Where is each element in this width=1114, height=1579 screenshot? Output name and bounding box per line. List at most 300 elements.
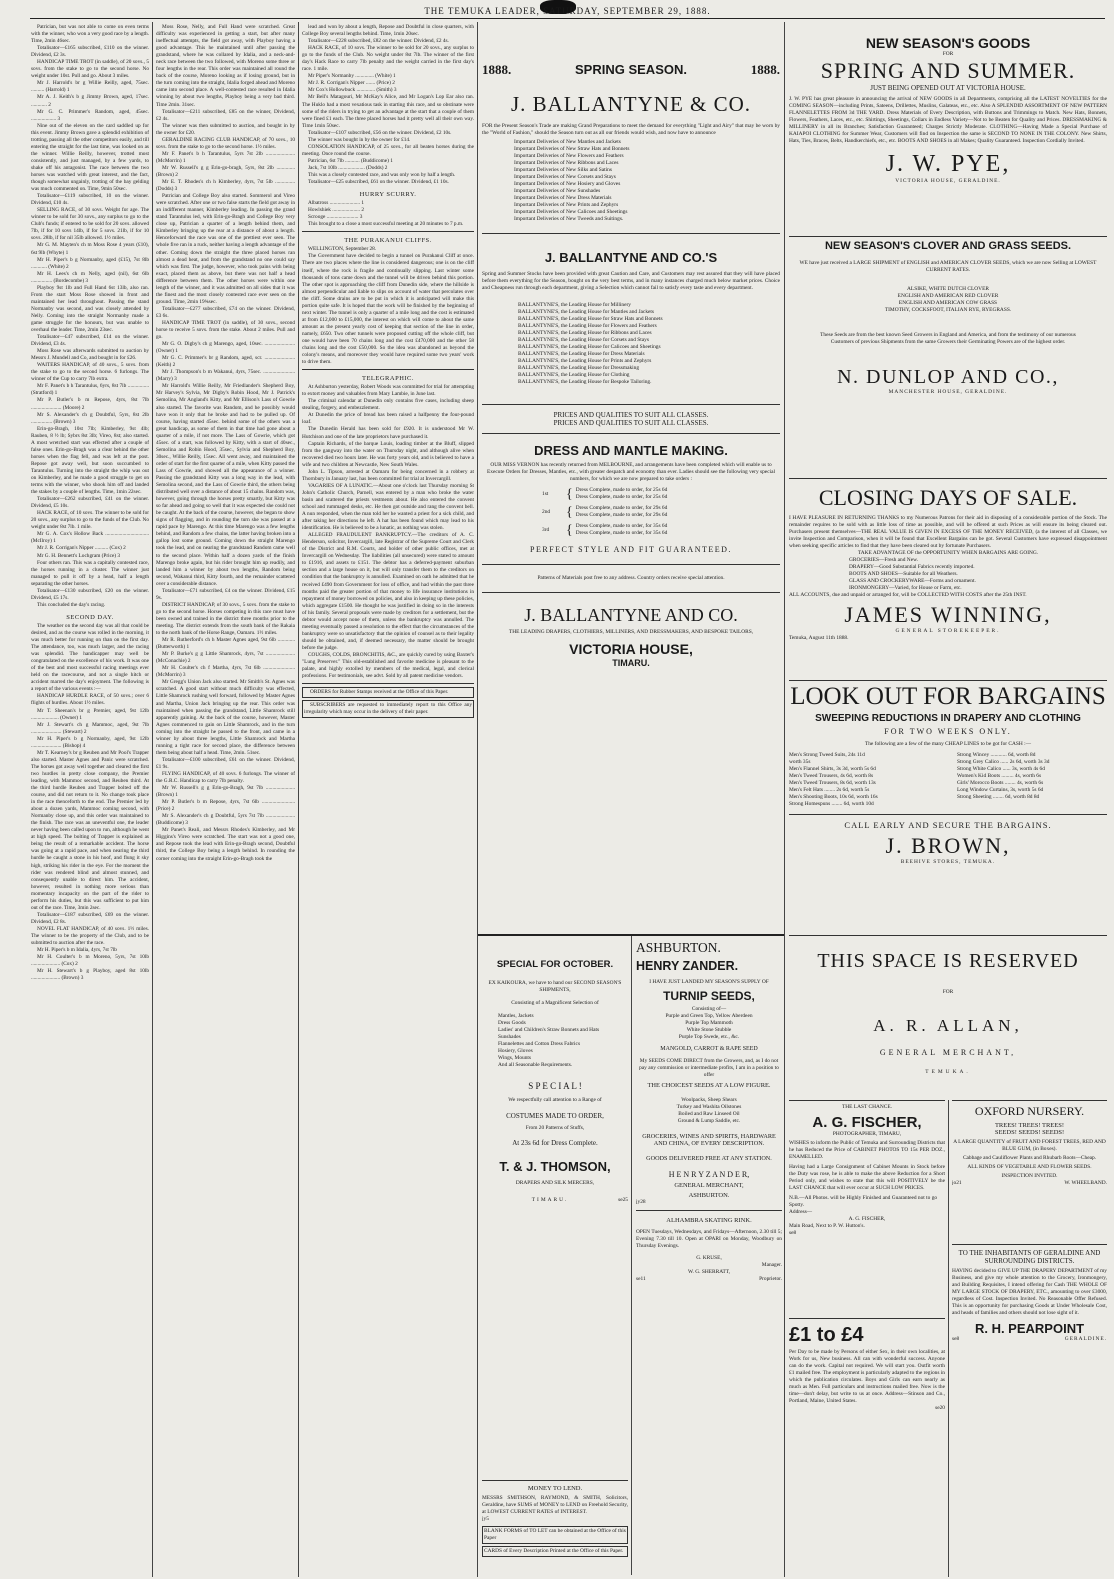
rubber-stamps-notice: ORDERS for Rubber Stamps received at the Office of this Paper. <box>302 687 474 698</box>
nursery-owner: W. WHEELBAND. <box>1064 1180 1107 1186</box>
telegraphic-paragraph: Captain Richards, of the barque Louis, loading timber at the Bluff, slipped from the gangway into the water on Thursday night, and although alive when recovered died two hours later. He was forty years old, and is believed to have a wife and two children at Newcastle, New South Wales. <box>302 440 474 468</box>
dunlop-note: These Seeds are from the best known Seed Growers in England and America, and from the testimony of our numerous Customers of previous Shipments from the same Growers their Germinating Powers are of the highest order. <box>820 332 1076 345</box>
fischer-name: A. G. FISCHER, <box>812 1114 922 1131</box>
pearpoint-name: R. H. PEARPOINT <box>974 1321 1085 1336</box>
race-paragraph: Nine out of the eleven on the card saddled up for this event. Jimmy Brown gave a splendid exhibition of trotting, passing all the other competitors easily, and till entering the straight for the last time, was looked on as the winner. Willie Reilly, however, trotted most consistently, and just managed, by a few yards, to shake off his antagonist. The race between the two horses was watched with great interest, and the fact, though somewhat ungainly, trotting of the bay gelding was much commented on. Time, 9min 50sec. <box>31 122 149 193</box>
fischer-advert <box>789 1100 945 1316</box>
seeds: SEEDS! SEEDS! SEEDS! <box>994 1129 1065 1136</box>
race-paragraph: Mr F. Panet's b h Tarantulus, 6yrs, 8st 7lb ................ (Stratford) 1 <box>31 383 149 397</box>
thomson-consisting: Consisting of a Magnificent Selection of <box>511 1000 599 1006</box>
race-paragraph: Mr H. Piper's b m Idalia, 4yrs, 7st 7lb <box>37 947 117 954</box>
bargain-line: worth 35s <box>789 759 811 765</box>
race-paragraph: Totalisator—£107 subscribed, £56 on the winner. Dividend, £2 10s. <box>308 129 452 136</box>
season-title: SPRING SEASON. <box>575 62 687 77</box>
shipment-item: Wings, Mounts <box>498 1055 532 1061</box>
cliffs-paragraph: The Government have decided to begin a tunnel on Purakanui Cliff at once. There are two places where the line is considered dangerous; one is on the cliff itself, where the rock is fragile and continually slipping. Last winter some thousands of tons came down and the tunnel will be driven behind this portion. The other spot is approaching the cliff from Dunedin side, where the hillside is almost perpendicular and liable to slips on account of water that percolates over the cliff. Some drains are to be put in which it is anticipated will make this portion quite safe. It is hoped that the work will be finished by the beginning of next winter. The tunnel is only a quarter of a mile long and the cost is estimated at from £12,000 to £15,000, the interest on which will come to about the same amount as the present yearly cost of keeping that section of the line in order, namely, £650. Two other tunnels were proposed cutting off the whole cliff, but one would have been 70 chains long and the cost £470,000 and the other 58 chains long and the cost £50,000. So the idea was abandoned as beyond the colony's means, and moreover they would have required some two years' work to drive them. <box>302 253 474 366</box>
race-paragraph: Totalisator—£47 subscribed, £14 on the winner. Dividend, £3 4s. <box>31 334 149 348</box>
call-early: CALL EARLY AND SECURE THE BARGAINS. <box>844 820 1052 830</box>
race-paragraph: Mr Bell's Matagouri, Mr McKay's Alice, and Mr Logan's Lop Ear also ran. The Huklo had a most vexatious task in starting this race, and so obstinate were some of the riders in trying to get an advantage at the start that a couple of them were fined £1 each. The three placed horses had it pretty well all their own way. Time 1min 50sec. <box>302 94 474 129</box>
trees: TREES! TREES! TREES! <box>994 1122 1065 1129</box>
race-paragraph: Mr J. Stewart's ch g Mammoc, aged, 9st 7lb ....................... (Stewart) 2 <box>31 721 149 735</box>
nursery-title: OXFORD NURSERY. <box>974 1104 1085 1118</box>
turnip-variety: Purple Top Swede, etc., &c. <box>678 1034 740 1040</box>
brown-intro: The following are a few of the many CHEAP LINES to be got for CASH :— <box>864 741 1032 747</box>
race-paragraph: Mr E. T. Rhodes's ch h Kimberley, 4yrs, 7st 5lb ............... (Dodds) 3 <box>156 179 295 193</box>
zander-direct: My SEEDS COME DIRECT from the Growers, and, as I do not pay any commission or intermediate profits, I am in a position to offer <box>639 1058 779 1078</box>
race-paragraph: Totalisator—£228 subscribed, £82 on the winner. Dividend, £2 4s. <box>308 38 449 45</box>
race-paragraph: CONSOLATION HANDICAP, of 25 sovs., for all beaten horses during the meeting. Once round the course. <box>302 143 474 157</box>
race-paragraph: Mr G. M. Mayten's ch m Moss Rose 4 years (£10), 6st 9lb (Whyte) 1 <box>31 242 149 256</box>
race-paragraph: Mr S. Alexander's ch g Doubtful, 5yrs 7st 7lb ...................... (Buddicome) 3 <box>156 813 295 827</box>
space-reserved: THIS SPACE IS RESERVED <box>817 950 1079 972</box>
shipment-item: Dress Goods <box>498 1020 526 1026</box>
offer-body: Per Day to be made by Persons of either Sex, in their own localities, at Work for us, New business. All can with wonderful success. Anyone can do the work. Capital not required. We will start you. Outfit worth £1 mailed free. The employment is particularly adapted to the regions in which the publication circulates. Boys and Girls can earn nearly as much as Men. Full particulars and instructions mailed free. Now is the time—don't delay, but write to us at once. Address—Stinson and Co., Portland, Maine, United States. <box>789 1349 945 1404</box>
race-paragraph: Mr J. R. Corrigan's Nipper ....... (Price) 2 <box>308 80 395 87</box>
seed-variety: ENGLISH AND AMERICAN RED CLOVER <box>897 293 999 299</box>
ashburton-title: ASHBURTON. <box>636 940 721 955</box>
grade-brace: { <box>566 522 573 538</box>
ballantyne-stocks: Spring and Summer Stocks have been provided with great Caution and Care, and Customers may rest assured that they will have placed before them everything for the Season, bought on the very best terms, and in many instances charged much below market prices. Choice and Cheapness run through each department, giving a Selection which cannot fail to satisfy every taste and every department. <box>482 271 780 291</box>
leading-house-line: BALLANTYNE'S, the Leading House for Corsets and Stays <box>518 337 649 343</box>
column-rule <box>298 22 299 1577</box>
race-paragraph: Mr Piper's Normanby .............. (White) 1 <box>308 73 396 80</box>
race-paragraph: Mr H. Stewart's b g Playboy, aged 8st 10lb ...................... (Brown) 3 <box>31 968 149 982</box>
prices-line-1: PRICES AND QUALITIES TO SUIT ALL CLASSES. <box>553 411 709 419</box>
pye-house: VICTORIA HOUSE, GERALDINE. <box>895 178 1001 184</box>
race-paragraph: Totalisator—£187 subscribed, £69 on the winner. Dividend, £2 8s. <box>31 911 149 925</box>
take-advantage: TAKE ADVANTAGE OF the OPPORTUNITY WHEN BARGAINS ARE GOING. <box>857 550 1039 556</box>
zander-advert <box>636 940 782 1480</box>
race-paragraph: Mr Cox's Hollowbuck .............. (Smith) 3 <box>308 87 397 94</box>
scurry-result: Albatross ....................... 1 <box>308 200 365 207</box>
grade-number: 1st <box>542 490 549 497</box>
race-paragraph: Mr G. C. Primmer's Random, aged, 45sec. ................... 3 <box>31 108 149 122</box>
bargain-line: Strong Wincey ............ 6d, worth 8d <box>957 752 1036 758</box>
groceries: GROCERIES, WINES AND SPIRITS, HARDWARE AND CHINA, OF EVERY DESCRIPTION. <box>642 1133 776 1147</box>
brown-name: J. BROWN, <box>885 833 1011 858</box>
money-body: MESSRS SMITHSON, RAYMOND, & SMITH, Solicitors, Geraldine, have SUMS of MONEY to LEND on Freehold Security, at LOWEST CURRENT RATES of INTEREST. <box>482 1495 628 1515</box>
winning-accounts: ALL ACCOUNTS, due and unpaid or arranged for, will be COLLECTED WITH COSTS after the 25th INST. <box>789 592 1027 598</box>
sale-line: BOOTS AND SHOES—Suitable for all Weathers. <box>849 571 958 577</box>
grade-number: 2nd <box>542 508 551 515</box>
grade-brace: { <box>566 486 573 502</box>
dress-grade <box>542 523 780 537</box>
cabbage: Cabbage and Cauliflower Plants and Rhubarb Roots—Cheap. <box>962 1155 1097 1161</box>
spring-summer: SPRING AND SUMMER. <box>820 58 1076 83</box>
bargain-line: Men's Tweed Trousers, 4s 6d, worth 8s <box>789 773 874 779</box>
bargain-line: Girls' Morocco Boots ........ 4s, worth 6s <box>957 780 1044 786</box>
leading-house-line: BALLANTYNE'S, the Leading House for Ribbons and Laces <box>518 330 652 336</box>
turnip-variety: Purple and Green Top, Yellow Aberdeen <box>665 1013 753 1019</box>
beehive-stores: BEEHIVE STORES, TEMUKA. <box>900 859 996 865</box>
large-quantity: A LARGE QUANTITY of FRUIT AND FOREST TREES, RED AND BLUE GUM, (in Boxes). <box>953 1139 1106 1152</box>
race-paragraph: Totalisator—£25 subscribed, £61 on the winner. Dividend, £1 10s. <box>308 179 449 186</box>
race-paragraph: Totalisator—£71 subscribed, £4 on the winner. Dividend, £15 9s. <box>156 587 295 601</box>
leading-house-line: BALLANTYNE'S, the Leading House for Prints and Zephyrs <box>518 358 652 364</box>
hurry-scurry-heading: HURRY SCURRY. <box>359 191 417 199</box>
bargain-line: Men's Shooting Boots, 10s 6d, worth 16s <box>789 794 878 800</box>
leading-house-line: BALLANTYNE'S, the Leading House for Dress Materials <box>518 351 645 357</box>
bargain-line: Strong White Calico ...... 3s, worth 4s 6d <box>957 766 1045 772</box>
column-rule <box>631 935 632 1575</box>
delivery-line: Important Deliveries of New Straw Hats and Bonnets <box>514 146 630 152</box>
thomson-name: T. & J. THOMSON, <box>499 1159 611 1174</box>
sale-line: DRAPERY—Good Substantial Fabrics recently imported. <box>849 564 975 570</box>
race-paragraph: Mr W. Russell's g g Erin-go-Bragh, 9st 7lb ...................... (Brown) 1 <box>156 785 295 799</box>
race-paragraph: HANDICAP TIME TROT (in saddle), of 30 sovs., second horse to receive 5 sovs. from the stake. About 2 miles. Pull and go. <box>156 319 295 341</box>
delivery-line: Important Deliveries of New Mantles and Jackets <box>514 139 621 145</box>
telegraphic-paragraph: At Ashburton yesterday, Robert Woods was committed for trial for attempting to extort money and valuables from Mary Lambie, in June last. <box>302 384 474 398</box>
race-report-column-1 <box>31 24 149 1576</box>
fischer-photographer: PHOTOGRAPHER, TIMARU, <box>832 1131 902 1137</box>
bargain-line: Men's Felt Hats ........ 2s 6d, worth 5s <box>789 787 870 793</box>
bargain-line: Strong Grey Calico ...... 2s 6d, worth 3s 3d <box>957 759 1050 765</box>
mangold-seed: MANGOLD, CARROT & RAPE SEED <box>660 1046 758 1052</box>
second-day-heading: SECOND DAY. <box>66 613 114 621</box>
dunlop-body: WE have just received a LARGE SHIPMENT of ENGLISH and AMERICAN CLOVER SEEDS, which we are now Selling at LOWEST CURRENT RATES. <box>799 260 1097 273</box>
race-paragraph: DISTRICT HANDICAP, of 30 sovs., 5 sovs. from the stake to go to the second horse. Horses competing in this race must have been owned and trained in the district three months prior to the meeting. The district extends from the south bank of the Rakaia to the north bank of the Horse Range, Oamaru. 1½ miles. <box>156 601 295 637</box>
winning-date: Temuka, August 11th 1888. <box>789 635 849 641</box>
fischer-nb: N.B.—All Photos. will be Highly Finished and Guaranteed not to go Spotty. <box>789 1195 938 1208</box>
look-out-bargains: LOOK OUT FOR BARGAINS <box>790 683 1106 710</box>
grade-line: Dress Complete, made to order, for 25s 6d <box>575 494 668 500</box>
patterns-notice: Patterns of Materials post free to any address. Country orders receive special attention. <box>537 575 725 581</box>
race-paragraph: Mr G. C. Primmer's br g Random, aged, scr. ....................... (Keith) 2 <box>156 355 295 369</box>
telegraphic-paragraph: John L. Tipson, arrested at Oamaru for being concerned in a robbery at Thornbury in January last, has been committed for trial at Invercargill. <box>302 468 474 482</box>
fischer-name-2: A. G. FISCHER, <box>848 1216 886 1222</box>
grade-line: Dress Complete, made to order, for 35s 6d <box>575 530 668 536</box>
race-paragraph: The weather on the second day was all that could be desired, and as the course was rolled in the morning, it was much better for running on than on the first day. The attendance, too, was much larger, and the racing was splendid. The handicapper may well be congratulated on the excellence of his work. It was one of the best and most successful racing meetings ever held on the racecourse, and not a single hitch or accident marred the day's enjoyment. The following is a report of the various events :— <box>31 622 149 693</box>
nursery-code: jo21 <box>952 1180 962 1186</box>
grade-line: Dress Complete, made to order, for 29s 6d <box>575 505 668 511</box>
leading-drapers: THE LEADING DRAPERS, CLOTHIERS, MILLINERS, AND DRESSMAKERS, AND BESPOKE TAILORS, <box>508 629 754 635</box>
manager: Manager. <box>761 1262 782 1268</box>
bargain-line: Men's Strong Tweed Suits, 24s 11d <box>789 752 865 758</box>
race-paragraph: Totalisator—£119 subscribed, 10 on the winner. Dividend, £10 4s. <box>31 193 149 207</box>
race-paragraph: Totalisator—£100 subscribed, £61 on the winner. Dividend, £1 9s. <box>156 756 295 770</box>
special-october: SPECIAL FOR OCTOBER. <box>496 959 614 970</box>
zander-code: jy28 <box>636 1199 646 1205</box>
thomson-code: se25 <box>618 1197 628 1203</box>
fischer-code: se8 <box>789 1230 797 1236</box>
telegraphic-paragraph: VAGARIES OF A LUNATIC.—About one o'clock last Thursday morning St John's Catholic Church, Parnell, was entered by a man who broke the water basin and scattered the priests vestments about. He also entered the convent school and rummaged desks, etc. He then got outside and rang the convent bell. A nun responded, when the man told her he wanted a priest for a sick child, and after taking her directions he left. A hat has been found which may lead to his identification. He is believed to be a lunatic, as nothing was stolen. <box>302 482 474 532</box>
sherratt: W. G. SHERRATT, <box>687 1269 731 1275</box>
pye-name: J. W. PYE, <box>885 151 1011 177</box>
scurry-result: Scrooge ........................ 3 <box>308 214 363 221</box>
zander-town: ASHBURTON. <box>688 1192 730 1199</box>
meeting-close: This brought to a close a most successful meeting at 20 minutes to 7 p.m. <box>308 221 464 228</box>
column-rule <box>784 22 785 1577</box>
winning-name: JAMES WINNING, <box>844 602 1052 627</box>
thomson-intro: EX KAIKOURA, we have to hand our SECOND SEASON'S SHIPMENTS, <box>488 980 622 993</box>
pye-advert <box>789 24 1107 234</box>
race-paragraph: Mr H. Piper's b g Normanby, aged (£15), 7st 8lb ............ (White) 2 <box>31 256 149 270</box>
sale-line: GLASS AND CROCKERYWARE—Forms and ornament. <box>849 578 976 584</box>
henry-zander-sign: H E N R Y Z A N D E R, <box>668 1170 750 1179</box>
leading-house-line: BALLANTYNE'S, the Leading House for Mantles and Jackets <box>518 309 655 315</box>
race-paragraph: Mr H. Coulter's b m Moreno, 5yrs, 7st 10lb ...................... (Cox) 2 <box>31 954 149 968</box>
timaru: TIMARU. <box>612 658 650 668</box>
thomson-town: TIMARU. <box>531 1197 569 1203</box>
leading-house-line: BALLANTYNE'S, the Leading House for Straw Hats and Bonnets <box>518 316 663 322</box>
shipment-item: Flannelettes and Cotton Dress Fabrics <box>498 1041 581 1047</box>
delivery-line: Important Deliveries of New Flowers and Feathers <box>514 153 624 159</box>
dress-mantle-title: DRESS AND MANTLE MAKING. <box>534 443 728 458</box>
pearpoint-town: GERALDINE. <box>1064 1336 1107 1342</box>
pye-for: FOR <box>942 51 954 57</box>
column-rule <box>152 22 153 1577</box>
seed-variety: ALSIKE, WHITE DUTCH CLOVER <box>907 286 989 292</box>
race-paragraph: lead and won by about a length, Repose and Doubtful in close quarters, with College Boy several lengths behind. Time, 1min 20sec. <box>302 24 474 38</box>
race-paragraph: Mr Panet's Reali, and Messrs Rhodes's Kimberley, and Mr Higgins's Vireo were scratched. The start was not a good one, and Repose took the lead with Erin-go-Bragh second, Doubtful third, the College Boy being a length behind. In rounding the corner coming into the straight Erin-go-Bragh took the <box>156 827 295 862</box>
alhambra-title: ALHAMBRA SKATING RINK. <box>666 1217 752 1224</box>
sale-line: IRONMONGERY—Varied, for House or Farm, etc. <box>849 585 962 591</box>
ballantyne-intro: FOR the Present Season's Trade are making Grand Preparations to meet the demand for everything "Light and Airy" that may be worn by the "World of Fashion," should the Season turn out as all our friends would wish, and now have to announce <box>482 123 780 136</box>
race-paragraph: Four others ran. This was a capitally contested race, the horses running in a cluster. The winner just managed to pull it off by a head, half a length separating the other horses. <box>31 559 149 587</box>
pearpoint-advert <box>952 1244 1107 1577</box>
fischer-road: Main Road, Next to P. W. Hutton's. <box>789 1223 865 1229</box>
goods-delivered: GOODS DELIVERED FREE AT ANY STATION. <box>646 1155 772 1162</box>
race-paragraph: Totalisator—£262 subscribed, £41 on the winner. Dividend, £5 10s. <box>31 496 149 510</box>
telegraphic-paragraph: The Dunedin Herald has been sold for £920. It is understood Mr W. Hutchison and one of the late proprietors have purchased it. <box>302 426 474 440</box>
shipment-item: Mantles, Jackets <box>498 1013 534 1019</box>
race-paragraph: Patrician, but was not able to come on even terms with the winner, who won a very good race by a length. Time, 2min 46sec. <box>31 24 149 45</box>
shipment-item: And all Seasonable Requirements. <box>498 1062 573 1068</box>
telegraphic-heading: TELEGRAPHIC. <box>361 375 415 383</box>
leading-house-line: BALLANTYNE'S, the Leading House for Flowers and Feathers <box>518 323 657 329</box>
dress-complete-price: At 23s 6d for Dress Complete. <box>512 1139 598 1147</box>
dunlop-name: N. DUNLOP AND CO., <box>837 366 1059 388</box>
masthead: THE TEMUKA LEADER, SATURDAY, SEPTEMBER 29, 1888. <box>424 6 711 16</box>
sweeping-reductions: SWEEPING REDUCTIONS IN DRAPERY AND CLOTHING <box>815 713 1081 724</box>
race-paragraph: Mr H. Lees's ch m Nelly, aged (nil), 6st 6lb ................ (Bordecombe) 3 <box>31 270 149 284</box>
race-paragraph: Mr Gregg's Union Jack also started. Mr Smith's St. Agnes was scratched. A good start without much difficulty was effected, Little Shamrock rushing well forward, followed by Master Agnes and Martha, Union Jack bringing up the rear. This order was maintained when passing the grandstand, Little Shamrock still apparently gaining. At the back of the course, however, Master Agnes commenced to gain on Little Shamrock, and in the turn coming into the straight he passed to the front, and came in a winner by about three lengths, Little Shamrock and Martha running a tight race for second place, the difference between them being about half a head. Time, 2min. 51sec. <box>156 679 295 756</box>
prices-line-2: PRICES AND QUALITIES TO SUIT ALL CLASSES. <box>553 419 709 427</box>
grade-line: Dress Complete, made to order, for 29s 6d <box>575 512 668 518</box>
dunlop-advert <box>789 236 1107 477</box>
ballantyne-name: J. BALLANTYNE & CO. <box>510 92 752 116</box>
race-paragraph: SELLING RACE, of 30 sovs. Weight for age. The winner to be sold for 30 sovs., any surplus to go to the Club's funds; if entered to be sold for 20 sovs. allowed 7lb, if for 10 sovs 14lb, if for 5 sovs. 21lb, if for 10 sovs. 28lb, if for nil 35lb allowed. 1½ miles. <box>31 207 149 242</box>
shipment-item: Ladies' and Children's Straw Bonnets and Hats <box>498 1027 600 1033</box>
race-paragraph: Moss Rose, Nelly, and Full Hand were scratched. Great difficulty was experienced in getting a start, but after many ineffectual attempts, the field got away, with Playboy having a good advantage. This he maintained until after passing the grandstand, where he was collared by Idalia, and a neck-and-neck race between the two followed, with Moreno some three or four lengths in the rear. This order was maintained all round the back of the course, Moreno looking as if losing ground, but in the turn coming into the straight, Idalia forged ahead and Moreno came into second place. A well-contested race resulted in Idalia winning by about two lengths, Playboy being a very bad third. Time 2min. 31sec. <box>156 24 295 108</box>
race-paragraph: Playboy 9st 1lb and Full Hand 6st 13lb, also ran. From the start Moss Rose showed in front and maintained her lead throughout. Passing the stand Normanby was second, and was closely attended by Nelly. Coming into the straight Normanby made a game struggle for the honours, but was unable to overhaul the leader. Time, 2min 23sec. <box>31 284 149 334</box>
race-paragraph: Mr T. Kearney's br g Reuben and Mr Pool's Trapper also started. Master Agnes and Panic were scratched. The horses got away well together and cleared the first two hurdles in pretty close company, the Premier leading, with Mammoc second, and Reuben third. At the third hurdle Reuben and Trapper bolted off the course, and did not return to it. No change took place in the race thenceforth to the end. The Premier led by about a dozen yards, Mammoc coming second, with Normanby close up, and this order was maintained to the finish. The race was an uneventful one, the leader never having been called upon to run, although he went at high speed. The bolting of Trapper is explained as being the result of a remarkable accident. The horse was going at a rapid pace, and when nearing the third hurdle he caught a stone in his hoof, and flung it sky high, striking his rider in the eye. For the moment the rider was rendered blind and almost stunned, and consequently unable to direct him. The accident, however, resulted in nothing more serious than momentary incapacity on the part of the rider to perform his duties, but this was sufficient to put him out of the race. Time, 3min 2sec. <box>31 749 149 911</box>
delivery-line: Important Deliveries of New Corsets and Stays <box>514 174 616 180</box>
race-paragraph: This was a closely contested race, and was only won by half a length. <box>308 171 456 178</box>
race-paragraph: Jack, 7st 10lb .................... (Dodds) 2 <box>308 164 388 171</box>
fischer-address-label: Address— <box>789 1209 813 1215</box>
amount: £1 to £4 <box>789 1324 864 1346</box>
seed-variety: TIMOTHY, COCKSFOOT, ITALIAN RYE, RYEGRASS. <box>884 307 1012 313</box>
race-paragraph: FLYING HANDICAP, of 40 sovs. 6 furlongs. The winner of the G.R.C. Handicap to carry 7lb penalty. <box>156 770 295 785</box>
seed-variety: ENGLISH AND AMERICAN COW GRASS <box>898 300 998 306</box>
last-chance: THE LAST CHANCE. <box>841 1104 893 1110</box>
race-paragraph: The winner was then submitted to auction, and bought in by the owner for £20. <box>156 122 295 136</box>
race-paragraph: Mr J. Thompson's b m Wakanui, 4yrs, 75sec. ........................ (Marry) 3 <box>156 369 295 383</box>
leading-house-line: BALLANTYNE'S, the Leading House for Calicoes and Sheetings <box>518 344 661 350</box>
zander-consisting: Consisting of— <box>691 1006 727 1012</box>
race-paragraph: Mr H. Piper's b g Normanby, aged, 9st 12lb ....................... (Bishop) 4 <box>31 735 149 749</box>
race-paragraph: Mr S. Alexander's ch g Doubtful, 5yrs, 8st 2lb ................ (Brown) 3 <box>31 411 149 425</box>
allan-for: FOR <box>942 989 954 995</box>
inspection: INSPECTION INVITED. <box>1001 1173 1058 1179</box>
cliffs-heading: THE PURAKANUI CLIFFS. <box>344 237 432 245</box>
delivery-line: Important Deliveries of New Prints and Zephyrs <box>514 202 619 208</box>
shipment-item: Sunshades <box>498 1034 521 1040</box>
zander-code-2: se11 <box>636 1276 646 1282</box>
race-paragraph: HACK RACE, of 10 sovs. The winner to be sold for 20 sovs., any surplus to go to the funds of the Club. No weight under 8st 7lb. 1 mile. <box>31 510 149 531</box>
race-paragraph: Patrician and College Boy also started. Sommerol and Vireo were scratched. After one or two false starts the field got away in an indifferent manner, Kimberley leading. In passing the grand stand Tarantulus led, with Erin-go-Bragh and College Boy very close up, Patrician a quarter of a length behind them, and Kimberley bringing up the rear at a distance of about a length. Henceforward the race was one of the prettiest ever seen. The whole five ran in a ruck, neither having a length advantage of the other. Coming down the straight the three placed horses ran almost a dead heat, and from the grandstand no one could say which was first. The judge, however, who took pains with being exact, placed them as above, but there was not half a head difference between them. The other horses were within one length of the winner, and it was admitted on all sides that it was the finest and the most closely contested race ever seen on the ground. Time, 2min 19¾sec. <box>156 193 295 305</box>
race-paragraph: Moss Rose was afterwards submitted to auction by Messrs J. Mundell and Co, and bought in for £26. <box>31 348 149 362</box>
costumes: COSTUMES MADE TO ORDER, <box>506 1112 604 1120</box>
race-paragraph: The winner was bought in by the owner for £14. <box>308 136 411 143</box>
delivery-line: Important Deliveries of New Calicoes and Sheetings <box>514 209 628 215</box>
grade-number: 3rd <box>542 526 550 533</box>
race-paragraph: HANDICAP HURDLE RACE, of 50 sovs.; over 6 flights of hurdles. About 1½ miles. <box>31 693 149 707</box>
telegraphic-paragraph: The criminal calendar at Dunedin only contains five cases, including sheep stealing, forgery, and embezzlement. <box>302 398 474 412</box>
grade-line: Dress Complete, made to order, for 35s 6d <box>575 523 668 529</box>
race-paragraph: This concluded the day's racing. <box>37 601 106 608</box>
earnings-advert <box>789 1318 945 1577</box>
perfect-fit-line: PERFECT STYLE AND FIT GUARANTEED. <box>530 545 732 554</box>
ballantyne-advert <box>482 62 780 932</box>
fischer-body-2: Having had a Large Consignment of Cabinet Mounts in Stock before the Duty was rose, he is able to make the above Reduction for a Short Period only, and wishes to state that this will POSITIVELY be the LAST CHANCE that will ever occur at SUCH LOW PRICES. <box>789 1164 945 1191</box>
alhambra-open: OPEN Tuesdays, Wednesdays, and Fridays—Afternoon, 2.30 till 5; Evening 7.30 till 10. Open at OPARI on Monday, Woodbury on Thursday Evenings. <box>636 1229 782 1249</box>
race-paragraph: Mr H. Coulter's ch f Martha, 4yrs, 7st 6lb ........................ (McMorrin) 3 <box>156 665 295 679</box>
bargain-line: Men's Tweed Trousers, 8s 6d, worth 13s <box>789 780 876 786</box>
race-paragraph: HANDICAP TIME TROT (in saddle), of 20 sovs., 5 sovs. from the stake to go to the second horse. No weight under 10st. Pull and go. About 3 miles. <box>31 59 149 80</box>
just-opened: JUST BEING OPENED OUT AT VICTORIA HOUSE. <box>870 84 1026 92</box>
grade-brace: { <box>566 504 573 520</box>
grade-line: Dress Complete, made to order, for 25s 6d <box>575 487 668 493</box>
race-paragraph: Mr Harrold's Willie Reilly, Mr Friedlander's Shepherd Boy, Mr Harvey's Sylvia, Mr Digby's Robin Hood, Mr J. Patrick's Semolina, Mr Angland's Kitty, and Mr Ellison's Lass of Gowrie also started. The favorite was Random, and he possibly would have won it only that he broke and had to be pulled up. Of course, having started 45sec. behind some of the others was a great handicap, as some of them in that time had gone about a quarter of a mile, if not more. The Lass of Gowrie, which got 45sec. of a start, was followed by Kitty, with a start of 40sec., Semolina and Robin Hood, 35sec., Sylvia and Shepherd Boy, 30sec., Willie Reilly, 15sec. All went away, and maintained the order of start for the first quarter of a mile, when Kitty passed the Lass of Gowrie, and showed all the appearance of a winner. Passing the grandstand Kitty was a long way in the lead, with Semolina second, and the Lass of Gowrie third, the others being distributed well over a distance of about 15 chains. Random was, however, going through the horses pretty smartly, but Kitty was so far ahead and going so well that it was expected she could not be caught. At the back of the course, however, she began to show signs of flagging, and in rounding the turn she was passed at a rapid pace by Marengo. At this time Marengo was a few lengths behind, and Random a few chains, the latter having broken into a gallop lost some ground. Coming down the straight Marengo took the lead, and on nearing the grandstand Random came well to the second place. Within half a dozen yards of the finish Marengo broke again, but his rider brought him up readily, and landed him a winner by about two lengths, Random being second, Wakanui third, Kitty fourth, and the remainder scattered over a considerable distance. <box>156 383 295 587</box>
race-paragraph: Totalisator—£165 subscribed, £110 on the winner. Dividend, £2 3s. <box>31 45 149 59</box>
ballantyne-name-3: J. BALLANTYNE AND CO. <box>524 605 738 625</box>
turnip-variety: White Stone Stubble <box>686 1027 732 1033</box>
leading-house-line: BALLANTYNE'S, the Leading House for Millinery <box>518 302 631 308</box>
race-paragraph: Totalisator—£211 subscribed, £85 on the winner, Dividend, £2 4s. <box>156 108 295 122</box>
race-paragraph: Mr F. Panet's b h Tarantulus, 5yrs 7st 2lb ...................... (McMorrin) 1 <box>156 150 295 164</box>
race-paragraph: Patrician, 6st 7lb ........... (Buddicome) 1 <box>308 157 393 164</box>
dunlop-house: MANCHESTER HOUSE, GERALDINE. <box>888 389 1008 395</box>
race-paragraph: Mr P. Butler's b m Repose, 4yrs, 7st 6lb ......................... (Price) 2 <box>156 799 295 813</box>
sale-line: GROCERIES—Fresh and New. <box>849 557 918 563</box>
costumes-patterns: From 20 Patterns of Stuffs, <box>525 1125 585 1131</box>
year-left: 1888. <box>482 62 512 77</box>
all-kinds: ALL KINDS OF VEGETABLE AND FLOWER SEEDS. <box>967 1164 1092 1170</box>
delivery-line: Important Deliveries of New Tweeds and Suitings. <box>514 216 624 222</box>
woolpacks: Woolpacks, Sheep Shears Turkey and Washita Oilstones Boiled and Raw Linseed Oil Ground & Lump Saddle, etc. <box>676 1097 742 1124</box>
special-exclaim: S P E C I A L ! <box>528 1081 582 1091</box>
delivery-line: Important Deliveries of New Silks and Satins <box>514 167 612 173</box>
telegraphic-paragraph: COUGHS, COLDS, BRONCHITIS, &C., are quickly cured by using Baxter's "Lung Preserver." This old-established and favorite medicine is pleasant to the palate, and highly extolled by members of the medical, legal, and clerical professions. For testimonials, see advt. Sold by all patent medicine vendors. <box>302 651 474 680</box>
race-paragraph: Mr G. A. Cox's Hollow Back ................................. (McIlroy) 1 <box>31 531 149 545</box>
oxford-nursery-advert <box>952 1100 1107 1241</box>
allan-reserved-space <box>789 935 1107 1096</box>
race-paragraph: WAITERS HANDICAP, of 40 sovs., 5 sovs. from the stake to go to the second horse. 6 furlongs. The winner of the Cup to carry 7lb extra. <box>31 362 149 383</box>
dress-grade <box>542 487 780 501</box>
dress-grade <box>542 505 780 519</box>
new-season-goods: NEW SEASON'S GOODS <box>865 35 1031 51</box>
ballantyne-name-2: J. BALLANTYNE AND CO.'S <box>544 250 718 265</box>
masthead-rule <box>30 18 1105 19</box>
turnip-seeds: TURNIP SEEDS, <box>663 989 755 1003</box>
pearpoint-heading: TO THE INHABITANTS OF GERALDINE AND SURROUNDING DISTRICTS. <box>958 1249 1101 1265</box>
money-code: jy5 <box>482 1516 489 1522</box>
bargain-line: Long Window Curtains, 3s, worth 5s 6d <box>957 787 1044 793</box>
victoria-house: VICTORIA HOUSE, <box>569 641 693 657</box>
telegraphic-paragraph: At Dunedin the price of bread has been raised a halfpenny the four-pound loaf. <box>302 412 474 426</box>
cards-printed: CARDS of Every Description Printed at the Office of this Paper. <box>482 1546 628 1557</box>
thomson-advert <box>482 945 628 1475</box>
money-to-lend <box>482 1480 628 1576</box>
leading-house-line: BALLANTYNE'S, the Leading House for Dressmaking <box>518 365 640 371</box>
race-paragraph: Mr W. Russell's g g Erin-go-bragh, 5yrs, 8st 2lb .............. (Brown) 2 <box>156 164 295 178</box>
race-report-column-2 <box>156 24 295 1576</box>
pearpoint-code: se8 <box>952 1336 960 1342</box>
delivery-line: Important Deliveries of New Sunshades <box>514 188 601 194</box>
clover-grass-title: NEW SEASON'S CLOVER AND GRASS SEEDS. <box>824 240 1072 252</box>
zander-intro: I HAVE JUST LANDED MY SEASON'S SUPPLY OF <box>649 979 769 985</box>
race-paragraph: Mr R. Rutherford's ch h Master Agnes aged, 9st 6lb ............. (Butterworth) 1 <box>156 637 295 651</box>
race-paragraph: HACK RACE, of 10 sovs. The winner to be sold for 20 sovs., any surplus to go to the funds of the Club. No weight under 8st 7lb. The winner of the first day's Hack Race to carry 7lb penalty and the weight carried in the first day's race. 1 mile. <box>302 45 474 73</box>
allan-name: A. R. ALLAN, <box>873 1016 1023 1035</box>
winning-role: GENERAL STOREKEEPER. <box>895 628 1001 634</box>
race-paragraph: Mr A. J. Keith's b g Jimmy Brown, aged, 17sec. ............ 2 <box>31 94 149 108</box>
zander-name: HENRY ZANDER. <box>636 959 739 973</box>
leading-house-line: BALLANTYNE'S, the Leading House for Clothing <box>518 372 630 378</box>
race-paragraph: Totalisator—£130 subscribed, £20 on the winner. Dividend, £5 17s. <box>31 587 149 601</box>
news-column-3 <box>302 24 474 1576</box>
year-right: 1888. <box>750 62 780 77</box>
fischer-body: WISHES to inform the Public of Temuka and Surrounding Districts that he has Reduced the Price of CABINET PHOTOS TO 15s PER DOZ., ENAMELLED. <box>789 1140 945 1160</box>
cliffs-paragraph: WELLINGTON, September 28. <box>308 246 377 253</box>
brown-advert <box>789 680 1107 881</box>
race-paragraph: Mr J. R. Corrigan's Nipper .......... (Cox) 2 <box>37 545 126 552</box>
subscribers-notice: SUBSCRIBERS are requested to immediately report to this Office any irregularity which may occur in the delivery of their paper. <box>302 700 474 718</box>
shipment-item: Hosiery, Gloves <box>498 1048 533 1054</box>
column-rule <box>477 22 478 1577</box>
choicest-seeds: THE CHOICEST SEEDS AT A LOW FIGURE. <box>647 1082 771 1089</box>
race-paragraph: Mr J. Harrold's br g Willie Reilly, aged, 75sec. .......... (Harrold) 1 <box>31 80 149 94</box>
turnip-variety: Purple Top Mammoth <box>685 1020 733 1026</box>
race-paragraph: NOVEL FLAT HANDICAP, of 40 sovs. 1½ miles. The winner to be the property of the Club, and to be submitted to auction after the race. <box>31 925 149 947</box>
blank-forms: BLANK FORMS of TO LET can be obtained at the Office of this Paper <box>482 1526 628 1544</box>
race-paragraph: Mr P. Butler's b m Repose, 4yrs, 8st 7lb ....................... (Moore) 2 <box>31 397 149 411</box>
ballantyne-bottom-rule <box>478 934 784 936</box>
pye-body: J. W. PYE has great pleasure in announcing the arrival of NEW GOODS in all Departments, comprising all the LATEST NOVELTIES for the COMING SEASON—including Prints, Sateens, Drillettes, Muslins, Galateas, etc., etc. Also A SPLENDID ASSORTMENT OF NEW PATTERN FLANNELETTES FROM 3d THE YARD. Dress Materials of Every Description, with Buttons and Trimmings to Match. New Hats, Bonnets, Flowers, Feathers, Laces, etc., etc. Shirtings, Sheetings, Collars in Endless Variety—Not to be Beaten for Quality and Prices. DRESSMAKING & MILLINERY in all its Branches; Satisfaction Guaranteed; Charges Strictly Moderate. CLOTHING—Having Made a Special Purchase of KAIAPOI CLOTHING for Summer Wear, Customers will find on Inspection the same is SECOND TO NONE IN THE COLONY. New Shirts, Hats, Ties, Braces, Belts, Handkerchiefs, etc., etc. BOOTS AND SHOES in all Makes; Quality Guaranteed. Inspection Cordially Invited. <box>789 96 1107 144</box>
race-paragraph: Mr T. Sheenan's br g Premier, aged, 9st 12lb ..................... (Owner) 1 <box>31 707 149 721</box>
delivery-line: Important Deliveries of New Hosiery and Gloves <box>514 181 621 187</box>
leading-house-line: BALLANTYNE'S, the Leading House for Bespoke Tailoring. <box>518 379 652 385</box>
closing-days: CLOSING DAYS OF SALE. <box>818 485 1078 510</box>
race-paragraph: Mr P. Burke's g g Little Shamrock, 4yrs, 7st ...................... (McConachie) 2 <box>156 651 295 665</box>
allan-merchant: GENERAL MERCHANT, <box>879 1048 1017 1057</box>
pearpoint-body: HAVING decided to GIVE UP THE DRAPERY DEPARTMENT of my Business, and give my whole attention to the Grocery, Ironmongery, and Building Requisites, I intend offering for Cash THE WHOLE OF MY LARGE STOCK OF DRAPERY, ETC., amounting to over £3000, regardless of Cost. Inspection Invited. No Reasonable Offer Refused. This is an opportunity for purchasing Goods at Under Wholesale Cost, and heads of families and others should not lose sight of it. <box>952 1268 1107 1316</box>
bargain-line: Strong Homespuns ........ 6d, worth 10d <box>789 801 874 807</box>
column-rule <box>948 1100 949 1577</box>
bargain-line: Strong Sheeting ........ 6d, worth 8d 8d <box>957 794 1040 800</box>
race-paragraph: Mr G. O. Digby's ch g Marengo, aged, 10sec. ....................... (Owner) 1 <box>156 341 295 355</box>
two-weeks: FOR TWO WEEKS ONLY. <box>884 727 1012 736</box>
race-paragraph: Erin-go-Bragh, 10st 7lb; Kimberley, 9st 4lb; Rauben, 8 ½ lb; Sybrs 8st 3lb; Vireo, 8st; also started. A most wretched start was effected after a couple of false ones. Erin-go-Bragh was a clear behind the other horses when the flag fell, and was left at the post. Repose got away well, but soon succumbed to Tarantulus. Turning into the straight the whip was out on Kimberley, and he made a good struggle to get on terms with the winner, who shook him off and landed the stakes by a couple of lengths. Time, 1min 22sec. <box>31 425 149 496</box>
bargain-line: Women's Kid Boots ......... 4s, worth 6s <box>957 773 1042 779</box>
thomson-drapers: DRAPERS AND SILK MERCERS, <box>515 1180 595 1186</box>
winning-advert <box>789 478 1107 679</box>
allan-town: TEMUKA. <box>925 1069 971 1075</box>
delivery-line: Important Deliveries of New Ribbons and Laces <box>514 160 619 166</box>
race-paragraph: Mr G. H. Bennett's Lochgram (Price) 3 <box>37 552 121 559</box>
